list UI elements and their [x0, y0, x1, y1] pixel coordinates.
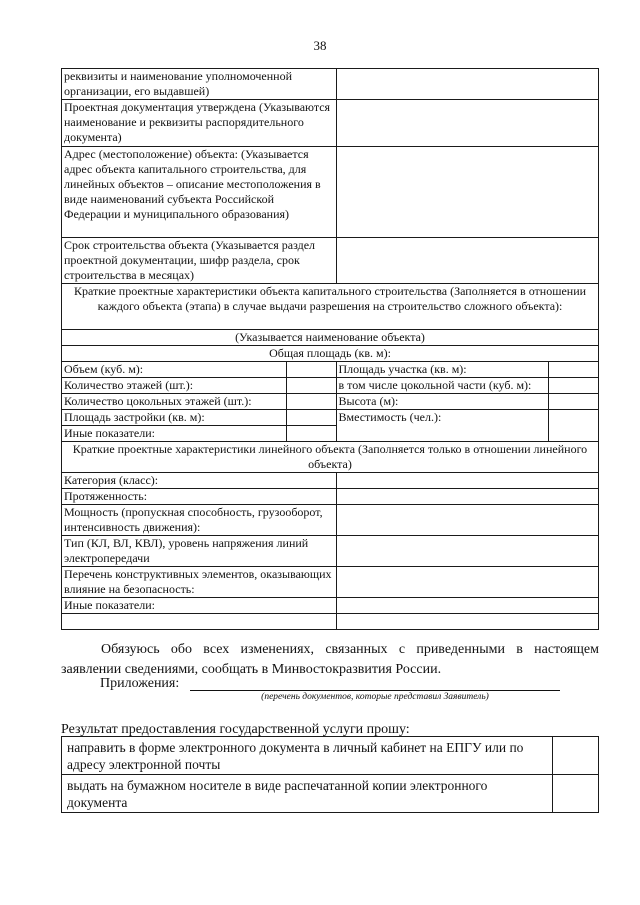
- length-value[interactable]: [336, 489, 599, 505]
- commitment-paragraph: Обязуюсь обо всех изменениях, связанных с приведенными в настоящем заявлении сведениями, сообщать в Минвостокразвития России.: [61, 642, 599, 677]
- floors-label: Количество этажей (шт.):: [62, 378, 287, 394]
- volume-value[interactable]: [286, 362, 336, 378]
- category-label: Категория (класс):: [62, 473, 337, 489]
- object-name-row[interactable]: (Указывается наименование объекта): [62, 330, 599, 346]
- plot-area-value[interactable]: [549, 362, 599, 378]
- result-option-electronic: направить в форме электронного документа в личный кабинет на ЕПГУ или по адресу электронной почты: [62, 737, 553, 775]
- power-label: Мощность (пропускная способность, грузооборот, интенсивность движения):: [62, 505, 337, 536]
- line-type-label: Тип (КЛ, ВЛ, КВЛ), уровень напряжения линий электропередачи: [62, 536, 337, 567]
- height-label: Высота (м):: [336, 394, 549, 410]
- design-approval-label: Проектная документация утверждена (Указываются наименование и реквизиты распорядительного документа): [62, 100, 337, 147]
- result-option-paper-checkbox[interactable]: [553, 775, 599, 813]
- basement-floors-label: Количество цокольных этажей (шт.):: [62, 394, 287, 410]
- issuing-organization-label: реквизиты и наименование уполномоченной организации, его выдавшей): [62, 69, 337, 100]
- issuing-organization-value[interactable]: [336, 69, 599, 100]
- construction-term-value[interactable]: [336, 238, 599, 284]
- structural-elements-label: Перечень конструктивных элементов, оказывающих влияние на безопасность:: [62, 567, 337, 598]
- basement-part-label: в том числе цокольной части (куб. м):: [336, 378, 549, 394]
- capacity-label: Вместимость (чел.):: [336, 410, 549, 442]
- basement-part-value[interactable]: [549, 378, 599, 394]
- total-area-row[interactable]: Общая площадь (кв. м):: [62, 346, 599, 362]
- design-approval-value[interactable]: [336, 100, 599, 147]
- object-details-table: [61, 68, 599, 630]
- linear-object-section-header: Краткие проектные характеристики линейного объекта (Заполняется только в отношении линейного объекта): [62, 442, 599, 473]
- result-option-electronic-checkbox[interactable]: [553, 737, 599, 775]
- structural-elements-value[interactable]: [336, 567, 599, 598]
- empty-row-left[interactable]: [62, 614, 337, 630]
- capital-object-section-header: Краткие проектные характеристики объекта капитального строительства (Заполняется в отношении каждого объекта (этапа) в случае выдачи разрешения на строительство сложного объекта):: [62, 284, 599, 330]
- category-value[interactable]: [336, 473, 599, 489]
- length-label: Протяженность:: [62, 489, 337, 505]
- plot-area-label: Площадь участка (кв. м):: [336, 362, 549, 378]
- height-value[interactable]: [549, 394, 599, 410]
- result-label: Результат предоставления государственной услуги прошу:: [61, 722, 410, 737]
- capacity-value[interactable]: [549, 410, 599, 442]
- built-area-value[interactable]: [286, 410, 336, 426]
- other-indicators-label: Иные показатели:: [62, 426, 287, 442]
- attachments-note: (перечень документов, которые представил Заявитель): [261, 692, 489, 702]
- empty-row-right[interactable]: [336, 614, 599, 630]
- construction-term-label: Срок строительства объекта (Указывается раздел проектной документации, шифр раздела, срок строительства в месяцах): [62, 238, 337, 284]
- line-type-value[interactable]: [336, 536, 599, 567]
- object-address-label: Адрес (местоположение) объекта: (Указывается адрес объекта капитального строительства, для линейных объектов – описание местоположения в виде наименований субъекта Российской Федерации и муниципального образования): [62, 147, 337, 238]
- object-address-value[interactable]: [336, 147, 599, 238]
- other-indicators-value[interactable]: [286, 426, 336, 442]
- other-indicators-linear-label: Иные показатели:: [62, 598, 337, 614]
- built-area-label: Площадь застройки (кв. м):: [62, 410, 287, 426]
- result-option-paper: выдать на бумажном носителе в виде распечатанной копии электронного документа: [62, 775, 553, 813]
- page-number: 38: [313, 38, 327, 53]
- result-options-table: [61, 736, 599, 813]
- power-value[interactable]: [336, 505, 599, 536]
- floors-value[interactable]: [286, 378, 336, 394]
- basement-floors-value[interactable]: [286, 394, 336, 410]
- attachments-label: Приложения:: [100, 676, 180, 691]
- attachments-field[interactable]: [190, 690, 560, 691]
- volume-label: Объем (куб. м):: [62, 362, 287, 378]
- other-indicators-linear-value[interactable]: [336, 598, 599, 614]
